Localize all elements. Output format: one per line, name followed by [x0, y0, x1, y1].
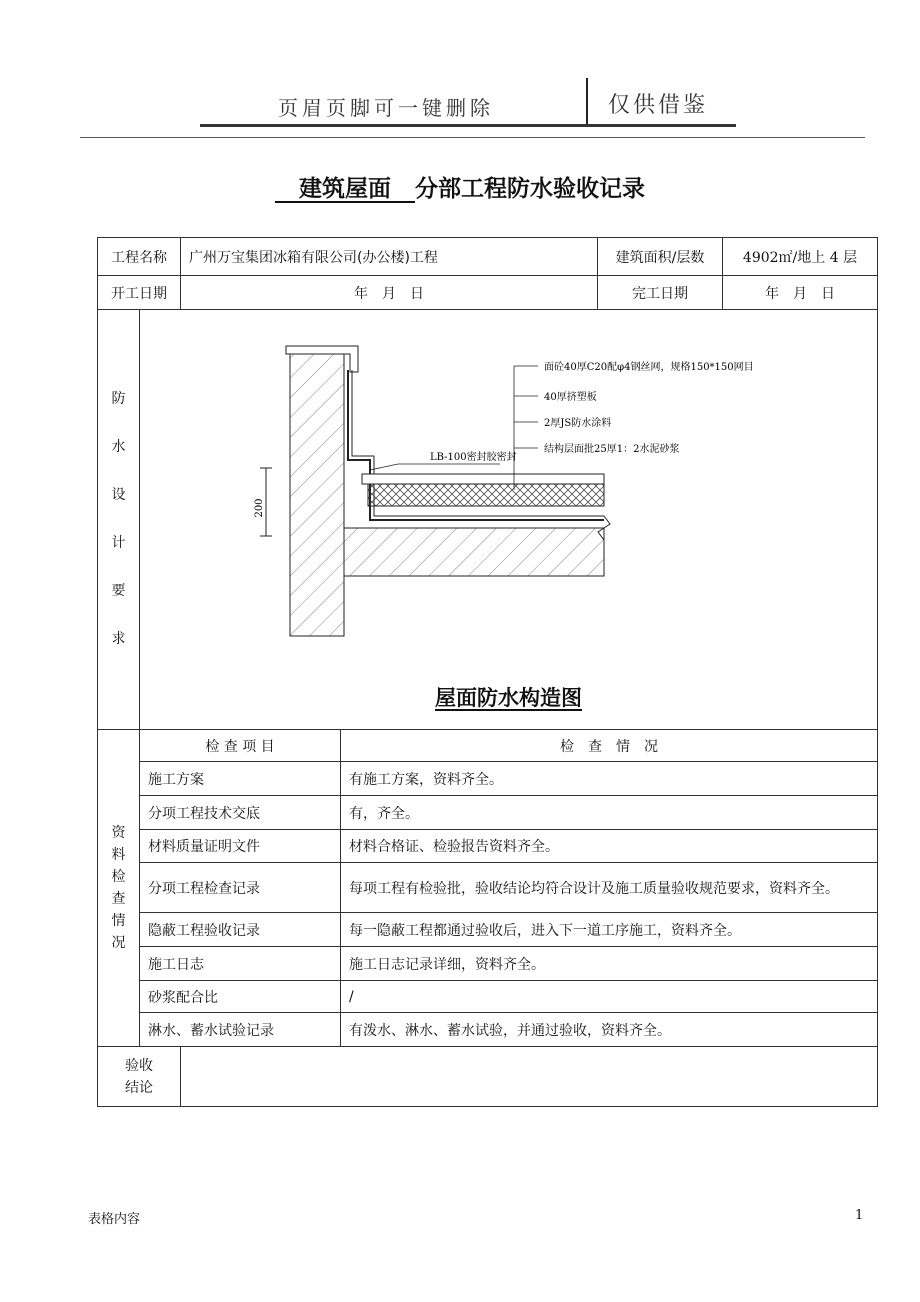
inspection-status: 有施工方案，资料齐全。: [341, 762, 878, 796]
design-label: [98, 310, 140, 730]
design-label-char: 要: [111, 582, 126, 599]
start-date-value: 年 月 日: [181, 276, 598, 310]
header-underline: [200, 124, 736, 127]
inspection-label-char: 查: [111, 891, 126, 907]
layer-label: 结构层面批25厚1：2水泥砂浆: [544, 444, 680, 455]
inspection-label-char: 况: [111, 935, 126, 951]
page-title: [0, 170, 920, 203]
inspection-item: 材料质量证明文件: [140, 830, 341, 863]
table-row: [98, 1013, 878, 1047]
project-row: [98, 238, 878, 276]
inspection-label: [98, 730, 140, 1047]
parapet-wall: [290, 350, 344, 636]
inspection-label-char: 资: [111, 825, 126, 841]
title-part-1: 建筑屋面: [299, 176, 391, 202]
conclusion-value: [181, 1047, 878, 1107]
design-label-char: 计: [111, 534, 126, 551]
layer-label: 2厚JS防水涂料: [544, 418, 612, 429]
layer-label: 面砼40厚C20配φ4钢丝网，规格150*150网目: [544, 362, 754, 373]
project-name-value: 广州万宝集团冰箱有限公司(办公楼)工程: [181, 238, 598, 276]
inspection-status: 材料合格证、检验报告资料齐全。: [341, 830, 878, 863]
diagram-caption: 屋面防水构造图: [435, 686, 582, 710]
conclusion-label-line: 验收: [125, 1057, 153, 1074]
inspection-header-row: [98, 730, 878, 762]
table-row: [98, 913, 878, 947]
header-separator: [586, 78, 588, 124]
table-row: [98, 796, 878, 830]
inspection-item: 分项工程检查记录: [140, 863, 341, 913]
table-row: [98, 830, 878, 863]
conclusion-label-line: 结论: [125, 1079, 153, 1096]
header-left-text: 页眉页脚可一键删除: [278, 96, 494, 120]
item-column-header: 检 查 项 目: [140, 730, 341, 762]
dimension-text: 200: [254, 498, 265, 518]
inspection-label-char: 检: [111, 869, 126, 885]
layer-label: 40厚挤塑板: [544, 392, 597, 403]
insulation-board: [368, 484, 604, 506]
inspection-status: 有，齐全。: [341, 796, 878, 830]
inspection-item: 施工方案: [140, 762, 341, 796]
inspection-label-char: 料: [111, 847, 126, 863]
table-row: [98, 947, 878, 981]
header-banner: [200, 78, 740, 128]
inspection-item: 淋水、蓄水试验记录: [140, 1013, 341, 1047]
conclusion-label: [98, 1047, 181, 1107]
project-name-label: 工程名称: [98, 238, 181, 276]
sealant-label: LB-100密封胶密封: [430, 452, 517, 463]
status-column-header: 检 查 情 况: [341, 730, 878, 762]
inspection-item: 分项工程技术交底: [140, 796, 341, 830]
title-part-2: 分部工程防水验收记录: [415, 176, 646, 202]
inspection-label-char: 情: [111, 913, 126, 929]
design-label-char: 求: [111, 630, 126, 647]
design-label-char: 水: [111, 438, 126, 455]
design-diagram-cell: [140, 310, 878, 730]
finish-date-label: 完工日期: [598, 276, 723, 310]
inspection-item: 隐蔽工程验收记录: [140, 913, 341, 947]
concrete-topping: [362, 474, 604, 484]
design-row: [98, 310, 878, 730]
header-rule: [80, 137, 865, 138]
design-label-char: 设: [111, 486, 126, 503]
area-label: 建筑面积/层数: [598, 238, 723, 276]
conclusion-row: [98, 1047, 878, 1107]
record-table: [97, 237, 878, 1107]
start-date-label: 开工日期: [98, 276, 181, 310]
inspection-status: 施工日志记录详细，资料齐全。: [341, 947, 878, 981]
structural-slab: [344, 528, 604, 576]
inspection-status: 每项工程有检验批，验收结论均符合设计及施工质量验收规范要求，资料齐全。: [341, 863, 878, 913]
roof-waterproof-diagram: [140, 310, 876, 726]
inspection-status: /: [341, 981, 878, 1013]
header-right-text: 仅供借鉴: [608, 93, 709, 118]
page-number: 1: [855, 1208, 864, 1223]
inspection-status: 有泼水、淋水、蓄水试验，并通过验收，资料齐全。: [341, 1013, 878, 1047]
inspection-status: 每一隐蔽工程都通过验收后，进入下一道工序施工，资料齐全。: [341, 913, 878, 947]
design-label-char: 防: [111, 390, 126, 407]
footer-left-text: 表格内容: [88, 1212, 141, 1227]
table-row: [98, 762, 878, 796]
table-row: [98, 863, 878, 913]
date-row: [98, 276, 878, 310]
inspection-item: 施工日志: [140, 947, 341, 981]
inspection-item: 砂浆配合比: [140, 981, 341, 1013]
finish-date-value: 年 月 日: [723, 276, 878, 310]
table-row: [98, 981, 878, 1013]
area-value: 4902㎡/地上 4 层: [723, 238, 878, 276]
